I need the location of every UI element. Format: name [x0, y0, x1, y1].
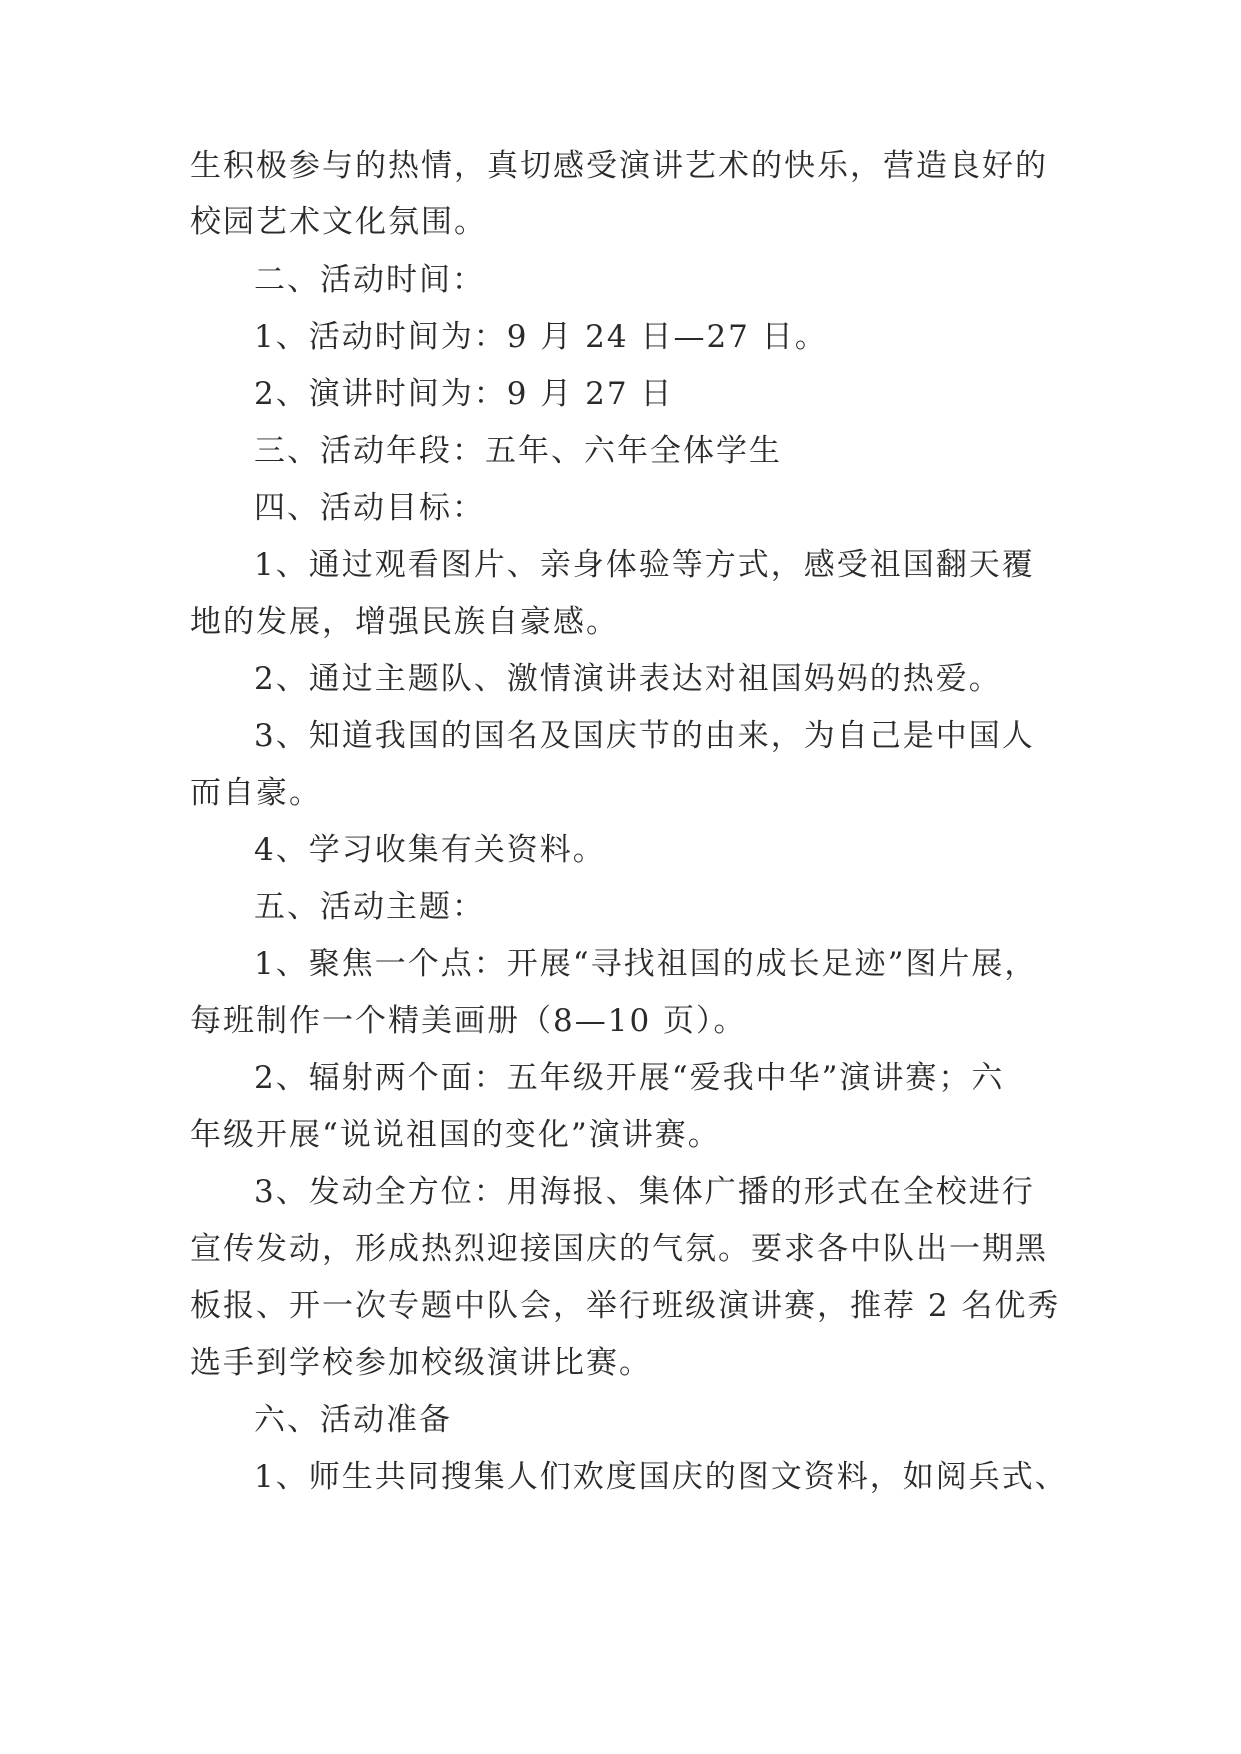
- paragraph-line: 生积极参与的热情，真切感受演讲艺术的快乐，营造良好的: [190, 148, 1048, 184]
- paragraph-line: 每班制作一个精美画册（8—10 页）。: [190, 1003, 747, 1039]
- paragraph-line: 宣传发动，形成热烈迎接国庆的气氛。要求各中队出一期黑: [190, 1231, 1048, 1267]
- paragraph-line: 而自豪。: [190, 775, 322, 811]
- list-item: 3、发动全方位：用海报、集体广播的形式在全校进行: [254, 1174, 1035, 1210]
- list-item: 1、活动时间为：9 月 24 日—27 日。: [254, 319, 828, 355]
- paragraph-line: 地的发展，增强民族自豪感。: [190, 604, 619, 640]
- section-heading: 三、活动年段：五年、六年全体学生: [254, 433, 782, 469]
- section-heading: 六、活动准备: [254, 1402, 452, 1438]
- paragraph-line: 校园艺术文化氛围。: [190, 204, 487, 240]
- list-item: 2、通过主题队、激情演讲表达对祖国妈妈的热爱。: [254, 661, 1002, 697]
- paragraph-line: 选手到学校参加校级演讲比赛。: [190, 1345, 652, 1381]
- list-item: 2、辐射两个面：五年级开展“爱我中华”演讲赛；六: [254, 1060, 1005, 1096]
- list-item: 3、知道我国的国名及国庆节的由来，为自己是中国人: [254, 718, 1035, 754]
- list-item: 2、演讲时间为：9 月 27 日: [254, 376, 674, 412]
- list-item: 1、师生共同搜集人们欢度国庆的图文资料，如阅兵式、: [254, 1459, 1068, 1495]
- section-heading: 二、活动时间：: [254, 262, 485, 298]
- paragraph-line: 年级开展“说说祖国的变化”演讲赛。: [190, 1117, 721, 1153]
- paragraph-line: 板报、开一次专题中队会，举行班级演讲赛，推荐 2 名优秀: [190, 1288, 1061, 1324]
- list-item: 1、通过观看图片、亲身体验等方式，感受祖国翻天覆: [254, 547, 1035, 583]
- section-heading: 五、活动主题：: [254, 889, 485, 925]
- list-item: 1、聚焦一个点：开展“寻找祖国的成长足迹”图片展，: [254, 946, 1038, 982]
- section-heading: 四、活动目标：: [254, 490, 485, 526]
- list-item: 4、学习收集有关资料。: [254, 832, 606, 868]
